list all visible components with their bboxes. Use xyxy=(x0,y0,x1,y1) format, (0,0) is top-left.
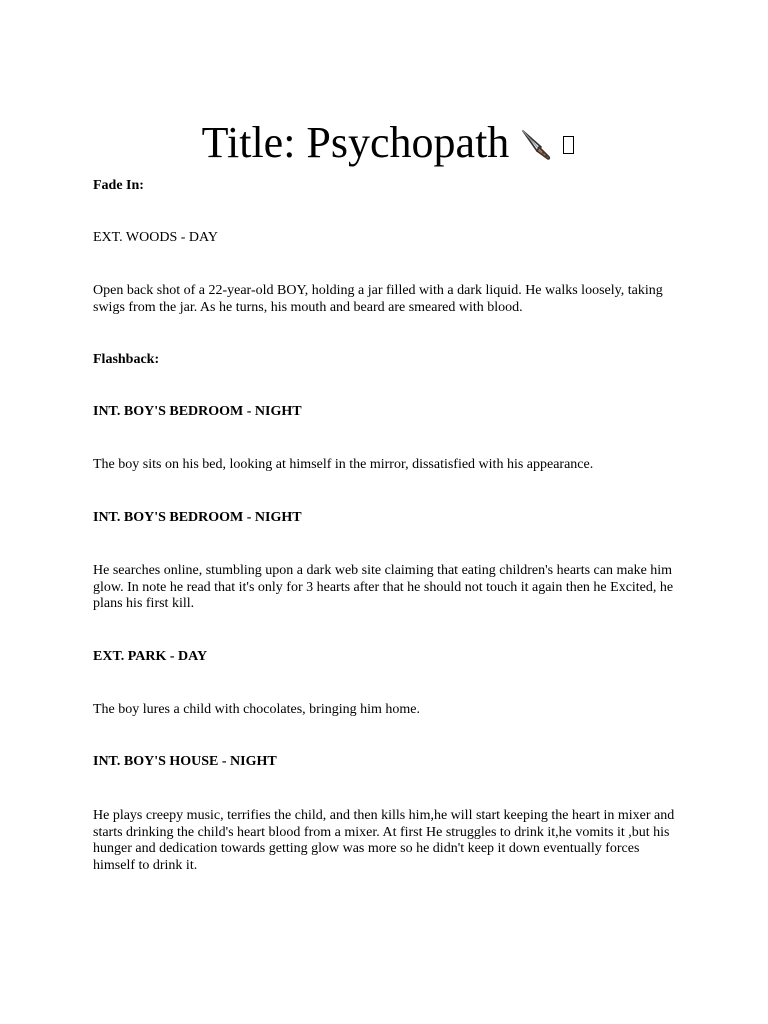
scene-heading: INT. BOY'S BEDROOM - NIGHT xyxy=(93,510,302,525)
scene-heading: INT. BOY'S BEDROOM - NIGHT xyxy=(93,404,302,419)
action-paragraph: He searches online, stumbling upon a dark web site claiming that eating children's hearts can make him glow. In note he read that it's only for 3 hearts after that he should not touch it again then he Excited, he plans his first kill. xyxy=(93,563,674,611)
scene-direction: Fade In: xyxy=(93,178,144,193)
action-paragraph: Open back shot of a 22-year-old BOY, holding a jar filled with a dark liquid. He walks loosely, taking swigs from the jar. As he turns, his mouth and beard are smeared with blood. xyxy=(93,283,663,315)
action-paragraph: The boy lures a child with chocolates, bringing him home. xyxy=(93,702,420,717)
title-text: Title: Psychopath xyxy=(201,118,510,168)
action-paragraph: He plays creepy music, terrifies the child, and then kills him,he will start keeping the heart in mixer and starts drinking the child's heart blood from a mixer. At first He struggles to drink it,he vomits it ,but his hunger and dedication towards getting glow was more so he didn't keep it down eventually forces himself to drink it. xyxy=(93,808,675,873)
page-title xyxy=(93,117,683,169)
scene-direction: Flashback: xyxy=(93,352,160,367)
scene-heading: EXT. PARK - DAY xyxy=(93,649,208,664)
scene-heading: EXT. WOODS - DAY xyxy=(93,230,218,245)
knife-icon xyxy=(519,127,553,161)
action-paragraph: The boy sits on his bed, looking at himself in the mirror, dissatisfied with his appearance. xyxy=(93,457,594,472)
scene-heading: INT. BOY'S HOUSE - NIGHT xyxy=(93,754,277,769)
missing-glyph-box-icon xyxy=(563,136,574,154)
